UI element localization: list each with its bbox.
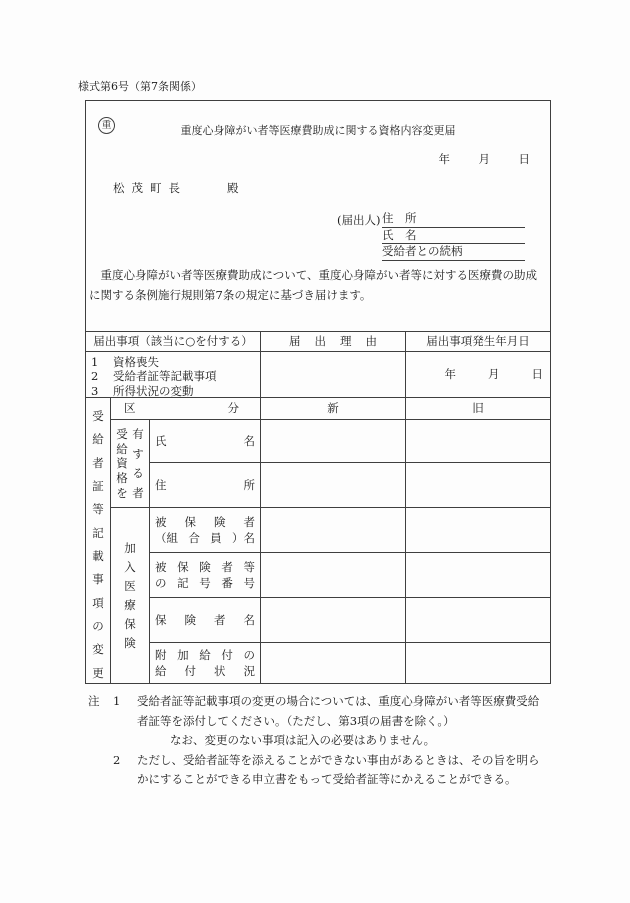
- honorific-label: 殿: [227, 181, 239, 195]
- matter-header-cell: 届出事項（該当に○を付する）: [86, 332, 261, 352]
- eligible-label-col-1: 受 給 資 格 を: [116, 427, 128, 500]
- symbol-number-line-1: 被 保 険 者 等: [155, 560, 255, 574]
- note-2-text-1: ただし、受給者証等を添えることができない事由があるときは、その旨を明ら: [137, 752, 540, 767]
- note-marker: 注: [88, 694, 100, 708]
- reason-blank-cell: [261, 352, 406, 398]
- matter-item-3-number: 3: [91, 383, 99, 398]
- address-blank-line: 住 所: [382, 211, 525, 227]
- form-title: 重度心身障がい者等医療費助成に関する資格内容変更届: [180, 124, 456, 137]
- category-header-cell: [111, 398, 261, 420]
- matter-item-1: [91, 355, 260, 369]
- row-label-insurer-name: 保 険 者 名: [150, 598, 261, 643]
- name-blank-line: 氏 名: [382, 228, 525, 244]
- body-line-1: 重度心身障がい者等医療費助成について、重度心身障がい者等に対する医療費の助成: [89, 268, 538, 282]
- note-1-number: 1: [113, 694, 121, 708]
- circled-kanji-stamp-icon: 重: [98, 117, 115, 134]
- old-header-cell: 旧: [406, 398, 550, 420]
- note-1-line-1: [88, 692, 552, 712]
- group-label-health-insurance: 加 入 医 療 保 険: [111, 508, 150, 683]
- footnotes-block: [88, 692, 552, 790]
- declarant-relation-row: [382, 244, 525, 261]
- address-new-blank-cell: [261, 463, 406, 508]
- benefit-new-blank-cell: [261, 643, 406, 683]
- note-2-number: 2: [113, 752, 121, 767]
- category-left-char: 区: [124, 401, 136, 416]
- address-old-blank-cell: [406, 463, 550, 508]
- note-2-text-2: かにすることができる申立書をもって受給者証等にかえることができる。: [137, 772, 517, 787]
- matter-item-1-label: 資格喪失: [113, 355, 159, 369]
- occurrence-day-label: 日: [531, 367, 543, 382]
- note-1-line-3: [88, 731, 552, 751]
- note-1-text-3: なお、変更のない事項は記入の必要はありません。: [170, 733, 436, 748]
- year-label: 年: [438, 152, 450, 166]
- occurrence-date-blank-cell: [406, 352, 550, 398]
- note-marker-spacer: [88, 751, 113, 771]
- name-new-blank-cell: [261, 420, 406, 463]
- insured-old-blank-cell: [406, 508, 550, 553]
- additional-benefit-line-2: 給 付 状 況: [155, 664, 255, 678]
- additional-benefit-line-1: 附 加 給 付 の: [155, 648, 255, 662]
- insured-person-line-2: （組 合 員 ）名: [155, 531, 255, 545]
- note-1-text-2: 者証等を添付してください。（ただし、第3項の届書を除く。）: [137, 713, 455, 728]
- matter-list-cell: [86, 352, 261, 398]
- matter-item-2: [91, 369, 260, 383]
- relation-blank-line: 受給者との続柄: [382, 244, 525, 260]
- occurrence-year-label: 年: [444, 367, 456, 382]
- form-number-label: 様式第6号（第7条関係）: [78, 80, 202, 93]
- symbol-number-line-2: の 記 号 番 号: [155, 576, 255, 590]
- matter-item-2-number: 2: [91, 369, 99, 384]
- reason-header-cell: 届 出 理 由: [261, 332, 406, 352]
- notification-table: [86, 331, 550, 683]
- benefit-old-blank-cell: [406, 643, 550, 683]
- note-2-line-2: [88, 770, 552, 790]
- declarant-name-row: [382, 228, 525, 245]
- submission-date-line: [439, 152, 551, 166]
- declarant-label: (届出人): [337, 213, 381, 228]
- row-label-symbol-number: [150, 553, 261, 598]
- row-label-address: 住 所: [150, 463, 261, 508]
- month-label: 月: [478, 152, 490, 166]
- matter-item-2-label: 受給者証等記載事項: [113, 369, 217, 384]
- declarant-address-row: [337, 211, 525, 228]
- addressee-name: 松茂町長: [113, 181, 187, 195]
- row-label-insured-person: [150, 508, 261, 553]
- insured-new-blank-cell: [261, 508, 406, 553]
- matter-item-1-number: 1: [91, 355, 99, 369]
- note-1-line-2: [88, 712, 552, 732]
- insurer-new-blank-cell: [261, 598, 406, 643]
- form-outer-box: [85, 100, 551, 684]
- insurer-old-blank-cell: [406, 598, 550, 643]
- note-1-text-1: 受給者証等記載事項の変更の場合については、重度心身障がい者等医療費受給: [137, 694, 540, 708]
- occurrence-month-label: 月: [488, 367, 500, 382]
- body-line-2: に関する条例施行規則第7条の規定に基づき届けます。: [89, 287, 372, 302]
- matter-item-3-label: 所得状況の変動: [113, 383, 194, 398]
- note-2-line-1: [88, 751, 552, 771]
- addressee-line: [113, 181, 239, 195]
- name-old-blank-cell: [406, 420, 550, 463]
- occurrence-date-header-cell: 届出事項発生年月日: [406, 332, 550, 352]
- new-header-cell: 新: [261, 398, 406, 420]
- day-label: 日: [518, 152, 530, 166]
- matter-item-3: [91, 384, 260, 398]
- insured-person-line-1: 被 保 険 者: [155, 515, 255, 529]
- row-label-name: 氏 名: [150, 420, 261, 463]
- body-paragraph: [89, 266, 547, 305]
- declarant-block: [337, 211, 525, 261]
- group-label-eligible-person: [111, 420, 150, 508]
- row-label-additional-benefit: [150, 643, 261, 683]
- section-label-recipient-cert-changes: 受 給 者 証 等 記 載 事 項 の 変 更: [86, 398, 111, 683]
- symbol-new-blank-cell: [261, 553, 406, 598]
- category-right-char: 分: [227, 401, 239, 416]
- symbol-old-blank-cell: [406, 553, 550, 598]
- eligible-label-col-2: 有 す る 者: [132, 427, 144, 500]
